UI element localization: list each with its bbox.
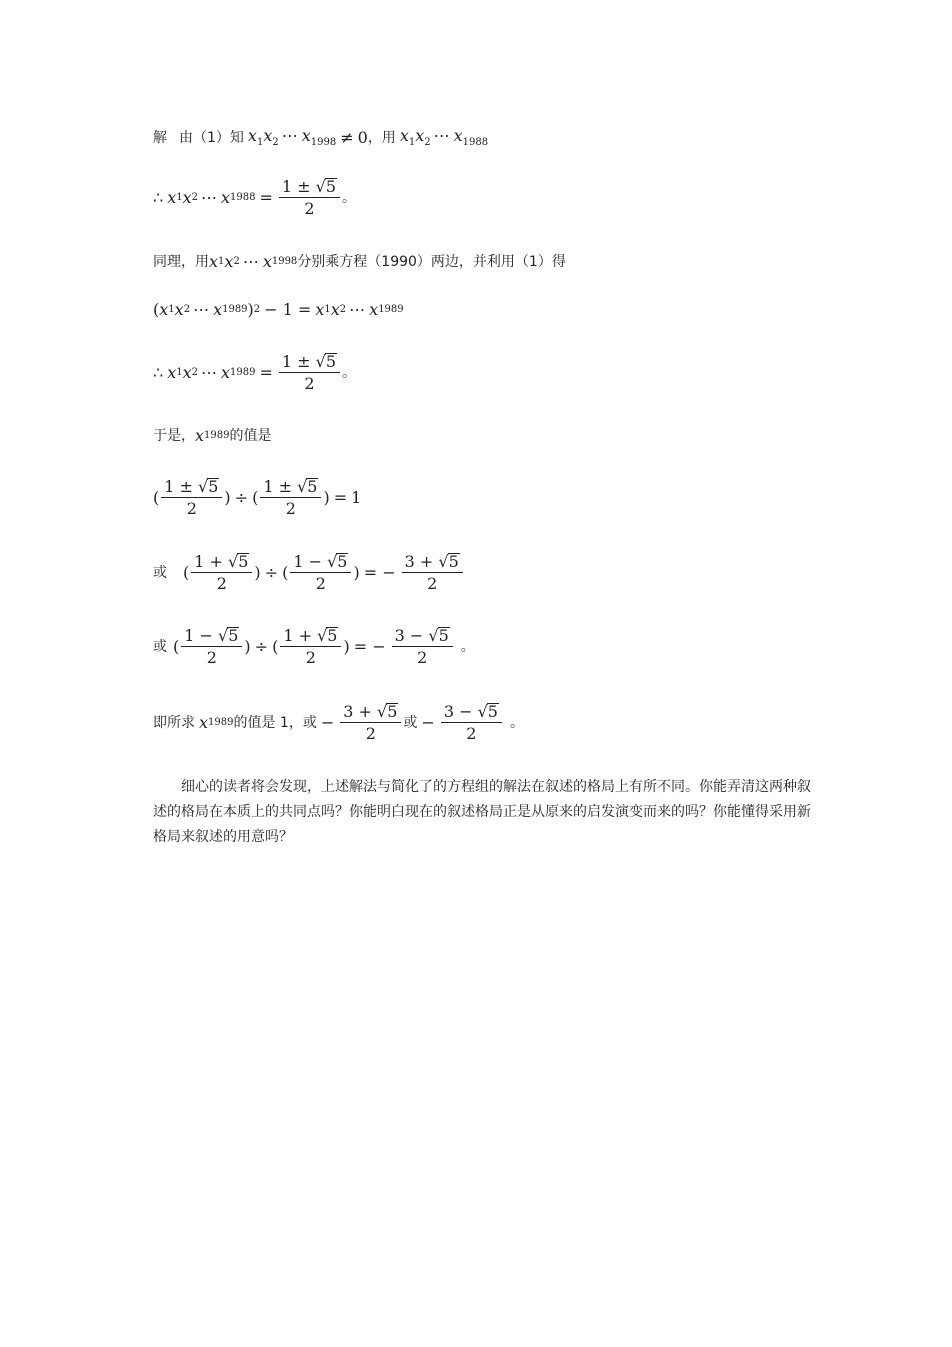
therefore-symbol: ∴: [153, 187, 164, 207]
case-equation-1: ( 1 ± √ 5 2 ) ÷ ( 1 ± √ 5 2 ) = 1: [153, 477, 362, 518]
case-equation-3: 或 ( 1 − √ 5 2 ) ÷ ( 1 + √ 5 2 ) = − 3 − √ 5 2 。: [153, 626, 475, 667]
fraction: 3 − √ 5 2: [392, 627, 453, 666]
equation-product-1989: ∴ x 1 x 2 ⋯ x 1989 = 1 ± √ 5 2 。: [153, 352, 357, 393]
closing-paragraph: 细心的读者将会发现，上述解法与简化了的方程组的解法在叙述的格局上有所不同。你能弄清这两种叙述的格局在本质上的共同点吗？你能明白现在的叙述格局正是从原来的启发演变而来的吗？你能懂得采用新格局来叙述的用意吗？: [153, 779, 811, 845]
fraction: 1 ± √ 5 2: [279, 178, 340, 217]
fraction: 3 − √ 5 2: [441, 703, 502, 742]
fraction: 1 ± √ 5 2: [161, 478, 222, 517]
fraction: 1 − √ 5 2: [181, 627, 242, 666]
product-x1-x1998: $x_1x_2$ ⋯ $x_{1998}$: [247, 126, 337, 148]
fraction: 3 + √ 5 2: [402, 553, 463, 592]
zero: 0: [357, 128, 368, 147]
fraction: 1 − √ 5 2: [290, 553, 351, 592]
fraction: 3 + √ 5 2: [340, 703, 401, 742]
equation-square: ( x 1 x 2 ⋯ x 1989 ) 2 − 1 = x 1 x 2 ⋯ x 1989: [153, 300, 404, 319]
fraction: 1 + √ 5 2: [191, 553, 252, 592]
equation-product-1988: ∴ x 1 x 2 ⋯ x 1988 = 1 ± √ 5 2 。: [153, 177, 357, 218]
similarly-line: 同理，用 x 1 x 2 ⋯ x 1998 分别乘方程（1990）两边，并利用（1）得: [153, 252, 566, 271]
text-use: ，用: [367, 130, 396, 146]
text-from-1-know: 由（1）知: [179, 130, 244, 146]
therefore-value-line: 于是， x 1989 的值是: [153, 426, 272, 445]
fraction: 1 ± √ 5 2: [260, 478, 321, 517]
fraction: 1 ± √ 5 2: [279, 353, 340, 392]
case-equation-2: 或 ( 1 + √ 5 2 ) ÷ ( 1 − √ 5 2 ) = − 3 + √ 5 2: [153, 553, 465, 592]
product-x1-x1988: $x_1x_2$ ⋯ $x_{1988}$: [399, 126, 489, 148]
neq-sign: ≠: [340, 128, 354, 147]
fraction: 1 + √ 5 2: [280, 627, 341, 666]
solution-label: 解: [153, 130, 167, 146]
solution-line-1: [153, 128, 488, 148]
conclusion-line: 即所求 x 1989 的值是 1，或 − 3 + √ 5 2 或 − 3 − √ 5 2 。: [153, 702, 524, 743]
